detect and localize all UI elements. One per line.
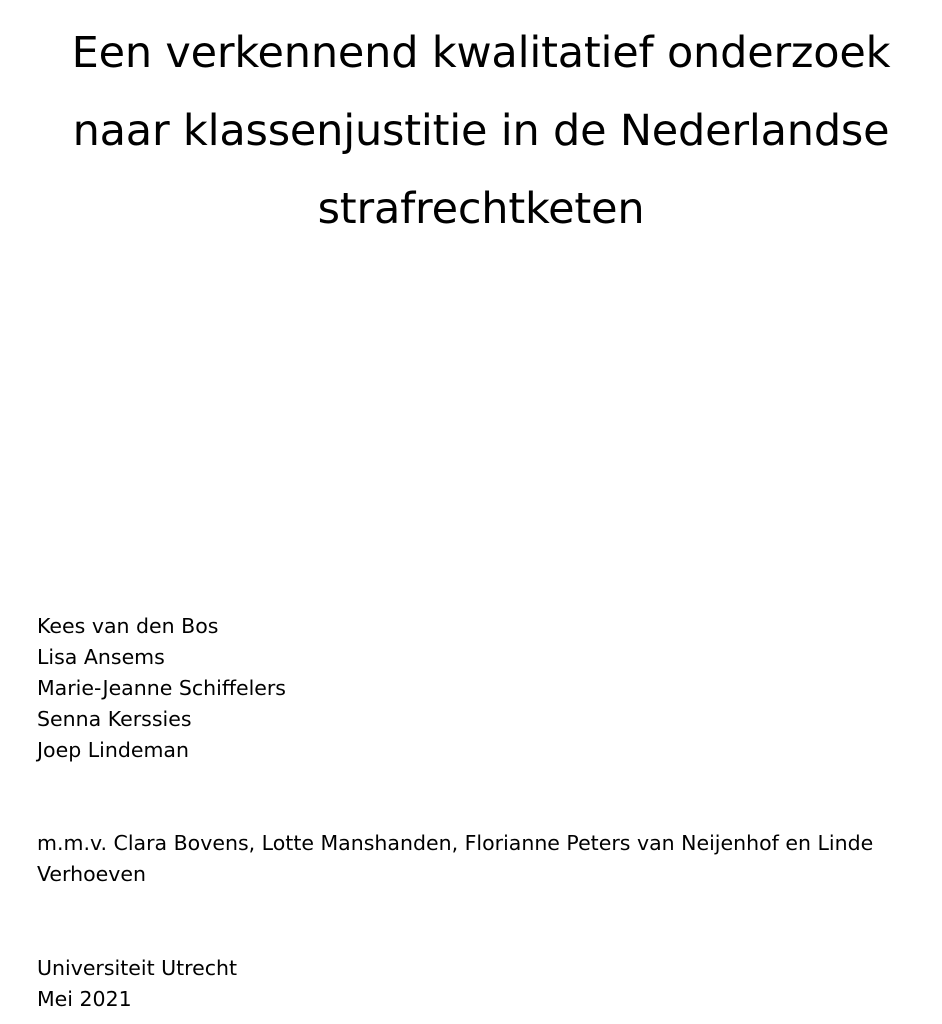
institution-name: Universiteit Utrecht — [37, 956, 238, 980]
publication-date: Mei 2021 — [37, 987, 132, 1011]
author-name: Joep Lindeman — [37, 738, 189, 762]
contributors-line-1: m.m.v. Clara Bovens, Lotte Manshanden, Florianne Peters van Neijenhof en Linde — [37, 831, 874, 855]
title-line-2: naar klassenjustitie in de Nederlandse — [72, 106, 890, 156]
title-line-1: Een verkennend kwalitatief onderzoek — [71, 28, 891, 78]
author-name: Marie-Jeanne Schiffelers — [37, 676, 286, 700]
author-name: Senna Kerssies — [37, 707, 192, 731]
author-list — [37, 611, 286, 766]
contributors-note — [37, 828, 917, 890]
contributors-line-2: Verhoeven — [37, 862, 146, 886]
author-name: Kees van den Bos — [37, 614, 219, 638]
document-title — [20, 14, 942, 248]
author-name: Lisa Ansems — [37, 645, 165, 669]
affiliation-block — [37, 953, 237, 1015]
title-line-3: strafrechtketen — [317, 184, 645, 234]
